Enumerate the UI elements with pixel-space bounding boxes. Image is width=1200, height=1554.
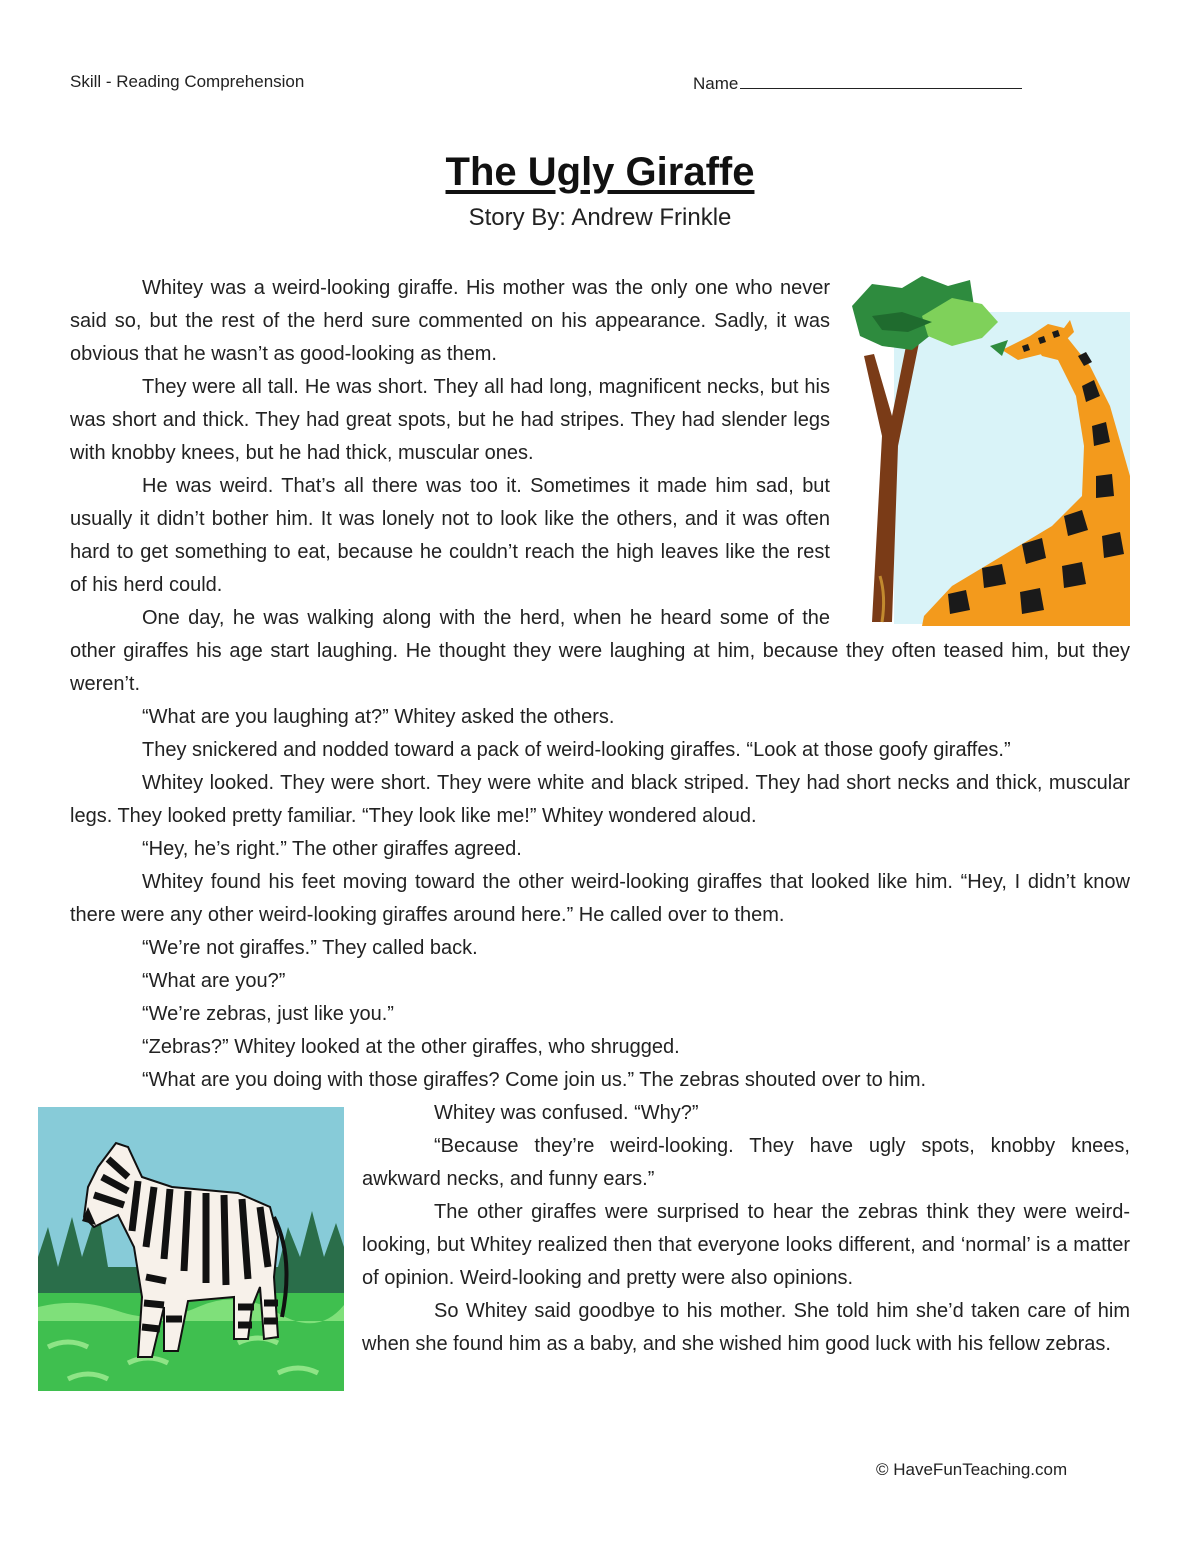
paragraph: Whitey was a weird-looking giraffe. His mother was the only one who never said so, but the rest of the herd sure commented on his appearance. Sadly, it was obvious that he wasn’t as good-looking as them.	[70, 277, 830, 365]
paragraph: “We’re zebras, just like you.”	[142, 1003, 394, 1025]
paragraph: “What are you doing with those giraffes? Come join us.” The zebras shouted over to him.	[142, 1069, 927, 1091]
paragraph: “Zebras?” Whitey looked at the other giraffes, who shrugged.	[142, 1036, 680, 1058]
story-title: The Ugly Giraffe	[445, 150, 755, 194]
story-body	[70, 272, 1130, 1391]
giraffe-illustration	[852, 276, 1130, 626]
story-byline: Story By: Andrew Frinkle	[468, 204, 732, 231]
copyright-footer: © HaveFunTeaching.com	[876, 1460, 1068, 1479]
name-blank-line[interactable]	[740, 72, 1022, 89]
skill-label: Skill - Reading Comprehension	[70, 72, 305, 91]
paragraph: “What are you laughing at?” Whitey asked the others.	[142, 706, 615, 728]
paragraph: So Whitey said goodbye to his mother. She told him she’d taken care of him when she found him as a baby, and she wished him good luck with his fellow zebras.	[362, 1300, 1130, 1355]
paragraph: Whitey found his feet moving toward the other weird-looking giraffes that looked like him. “Hey, I didn’t know there were any other weird-looking giraffes around here.” He called over to them.	[70, 871, 1130, 926]
paragraph: “We’re not giraffes.” They called back.	[142, 937, 478, 959]
paragraph: He was weird. That’s all there was too it. Sometimes it made him sad, but usually it didn’t bother him. It was lonely not to look like the others, and it was often hard to get something to eat, because he couldn’t reach the high leaves like the rest of his herd could.	[70, 475, 830, 596]
name-field[interactable]	[693, 72, 1022, 94]
paragraph: They snickered and nodded toward a pack of weird-looking giraffes. “Look at those goofy giraffes.”	[142, 739, 1011, 761]
paragraph: Whitey was confused. “Why?”	[434, 1102, 699, 1124]
paragraph: The other giraffes were surprised to hear the zebras think they were weird-looking, but Whitey realized then that everyone looks different, and ‘normal’ is a matter of opinion. Weird-looking and pretty were also opinions.	[362, 1201, 1130, 1289]
paragraph: “What are you?”	[142, 970, 286, 992]
zebra-illustration	[38, 1107, 344, 1391]
paragraph: Whitey looked. They were short. They were white and black striped. They had short necks and thick, muscular legs. They looked pretty familiar. “They look like me!” Whitey wondered aloud.	[70, 772, 1130, 827]
paragraph: One day, he was walking along with the herd, when he heard some of the other giraffes his age start laughing. He thought they were laughing at him, because they often teased him, but they weren’t.	[70, 607, 1130, 695]
name-label: Name	[693, 74, 739, 93]
paragraph: “Because they’re weird-looking. They have ugly spots, knobby knees, awkward necks, and funny ears.”	[362, 1135, 1130, 1190]
paragraph: “Hey, he’s right.” The other giraffes agreed.	[142, 838, 522, 860]
paragraph: They were all tall. He was short. They all had long, magnificent necks, but his was short and thick. They had great spots, but he had stripes. They had slender legs with knobby knees, but he had thick, muscular ones.	[70, 376, 830, 464]
